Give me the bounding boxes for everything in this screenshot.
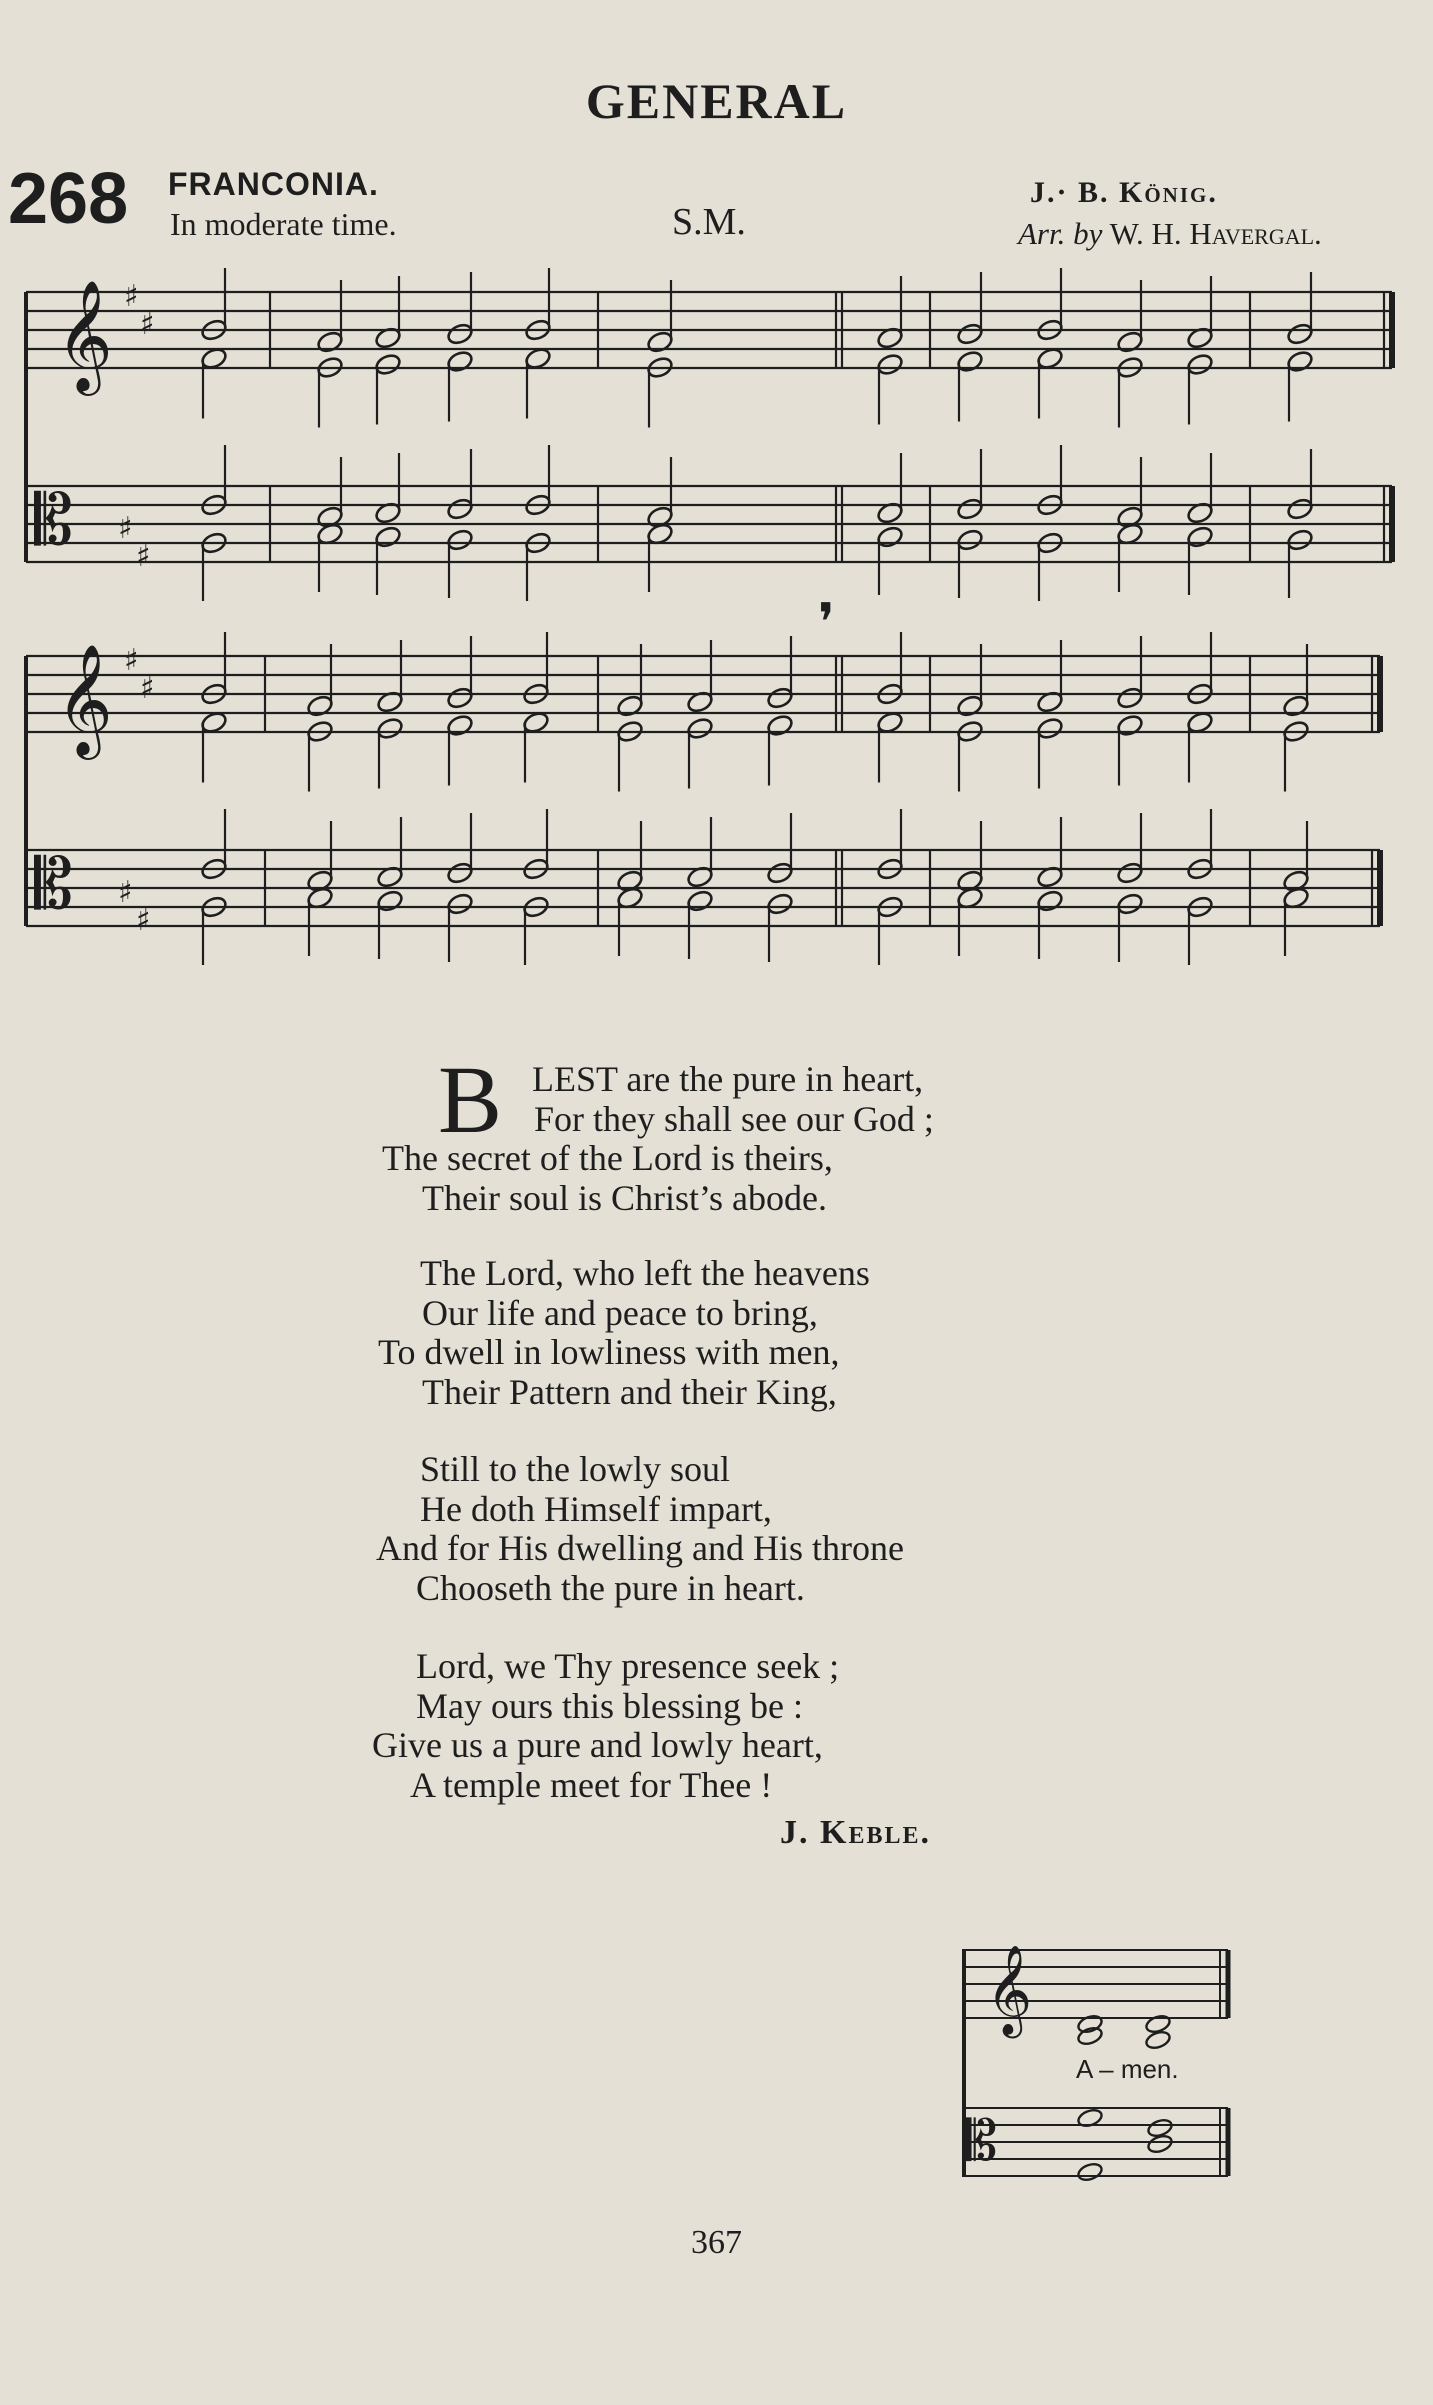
hymn-number: 268 <box>8 159 129 239</box>
verse-line: A temple meet for Thee ! <box>410 1764 773 1805</box>
sharp-sign: ♯ <box>118 875 133 910</box>
sharp-sign: ♯ <box>118 511 133 546</box>
breath-mark: ❜ <box>818 593 835 653</box>
author: J. Keble. <box>780 1814 931 1851</box>
treble-clef: 𝄞 <box>56 643 113 755</box>
drop-cap: B <box>438 1046 503 1153</box>
sharp-sign: ♯ <box>136 903 151 938</box>
verse-line: Give us a pure and lowly heart, <box>372 1725 823 1765</box>
amen-note-head <box>1076 2025 1103 2046</box>
amen-alto-clef: 𝄡 <box>966 2109 998 2174</box>
verse-line: Their soul is Christ’s abode. <box>422 1177 827 1218</box>
verse-line: LEST are the pure in heart, <box>532 1059 924 1099</box>
verse-line: Our life and peace to bring, <box>422 1292 818 1333</box>
alto-clef: 𝄡 <box>34 843 74 925</box>
amen-note-head <box>1076 2161 1103 2182</box>
verse-line: And for His dwelling and His throne <box>376 1528 904 1568</box>
amen-note-head <box>1144 2029 1171 2050</box>
sharp-sign: ♯ <box>124 279 139 314</box>
verse-line: Chooseth the pure in heart. <box>416 1567 805 1608</box>
page-number: 367 <box>691 2224 742 2261</box>
section-title: GENERAL <box>585 73 848 129</box>
verse-line: Lord, we Thy presence seek ; <box>416 1646 840 1686</box>
verse-line: The secret of the Lord is theirs, <box>382 1138 833 1178</box>
meter: S.M. <box>672 201 746 243</box>
verse-line: Their Pattern and their King, <box>422 1371 837 1412</box>
verse-line: The Lord, who left the heavens <box>420 1253 870 1293</box>
sharp-sign: ♯ <box>136 539 151 574</box>
composer-initials: J.· B. <box>1030 176 1110 209</box>
verse-line: May ours this blessing be : <box>416 1685 803 1726</box>
verse-line: To dwell in lowliness with men, <box>378 1332 840 1372</box>
tempo-marking: In moderate time. <box>170 206 397 242</box>
sharp-sign: ♯ <box>140 307 155 342</box>
amen-note-head <box>1076 2013 1103 2034</box>
amen-treble-clef: 𝄞 <box>986 1945 1033 2035</box>
amen-text: A – men. <box>1076 2054 1179 2084</box>
sharp-sign: ♯ <box>140 671 155 706</box>
arranger-initials: W. H. <box>1109 216 1182 251</box>
arranger-surname: Havergal. <box>1189 216 1322 251</box>
verse-line: He doth Himself impart, <box>420 1488 772 1529</box>
verse-line: Still to the lowly soul <box>420 1449 731 1489</box>
verse-line: For they shall see our God ; <box>534 1098 934 1139</box>
composer-surname: König. <box>1119 176 1218 209</box>
amen-note-head <box>1146 2133 1173 2154</box>
tune-name: FRANCONIA. <box>168 166 379 202</box>
treble-clef: 𝄞 <box>56 279 113 391</box>
sharp-sign: ♯ <box>124 643 139 678</box>
arranger-prefix: Arr. by <box>1018 216 1103 251</box>
alto-clef: 𝄡 <box>34 479 74 561</box>
